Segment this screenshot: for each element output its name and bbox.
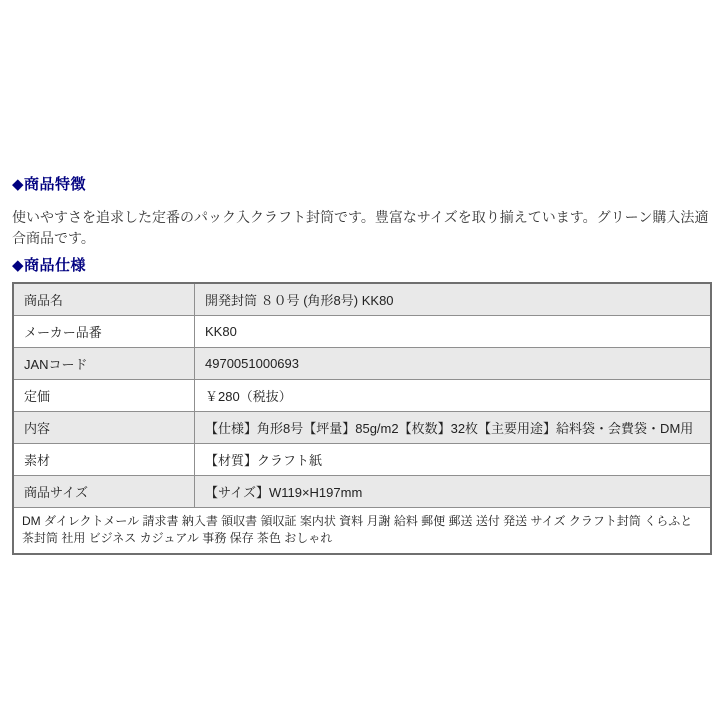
spec-label-list-price: 定価 <box>13 380 195 412</box>
table-row <box>13 476 711 508</box>
table-row <box>13 283 711 316</box>
spec-value-maker-code: KK80 <box>195 316 712 348</box>
table-row <box>13 444 711 476</box>
table-row <box>13 316 711 348</box>
spec-value-material: 【材質】クラフト紙 <box>195 444 712 476</box>
spec-value-product-name: 開発封筒 ８０号 (角形8号) KK80 <box>195 283 712 316</box>
spec-label-material: 素材 <box>13 444 195 476</box>
spec-label-contents: 内容 <box>13 412 195 444</box>
features-description: 使いやすさを追求した定番のパック入クラフト封筒です。豊富なサイズを取り揃えています。グリーン購入法適合商品です。 <box>12 209 709 246</box>
spec-value-list-price: ￥280（税抜） <box>195 380 712 412</box>
specs-heading: ◆商品仕様 <box>12 257 87 274</box>
keywords-row <box>13 508 711 555</box>
spec-value-product-size: 【サイズ】W119×H197mm <box>195 476 712 508</box>
spec-label-jan-code: JANコード <box>13 348 195 380</box>
table-row <box>13 380 711 412</box>
spec-value-contents: 【仕様】角形8号【坪量】85g/m2【枚数】32枚【主要用途】給料袋・会費袋・DM用 <box>195 412 712 444</box>
table-row <box>13 412 711 444</box>
specs-table <box>12 282 712 555</box>
spec-label-product-size: 商品サイズ <box>13 476 195 508</box>
keywords-text: DM ダイレクトメール 請求書 納入書 領収書 領収証 案内状 資料 月謝 給料 郵便 郵送 送付 発送 サイズ クラフト封筒 くらふと 茶封筒 社用 ビジネス カジュアル 事務 保存 茶色 おしゃれ <box>13 508 711 555</box>
features-heading: ◆商品特徴 <box>12 176 87 193</box>
table-row <box>13 348 711 380</box>
spec-label-maker-code: メーカー品番 <box>13 316 195 348</box>
spec-value-jan-code: 4970051000693 <box>195 348 712 380</box>
spec-label-product-name: 商品名 <box>13 283 195 316</box>
